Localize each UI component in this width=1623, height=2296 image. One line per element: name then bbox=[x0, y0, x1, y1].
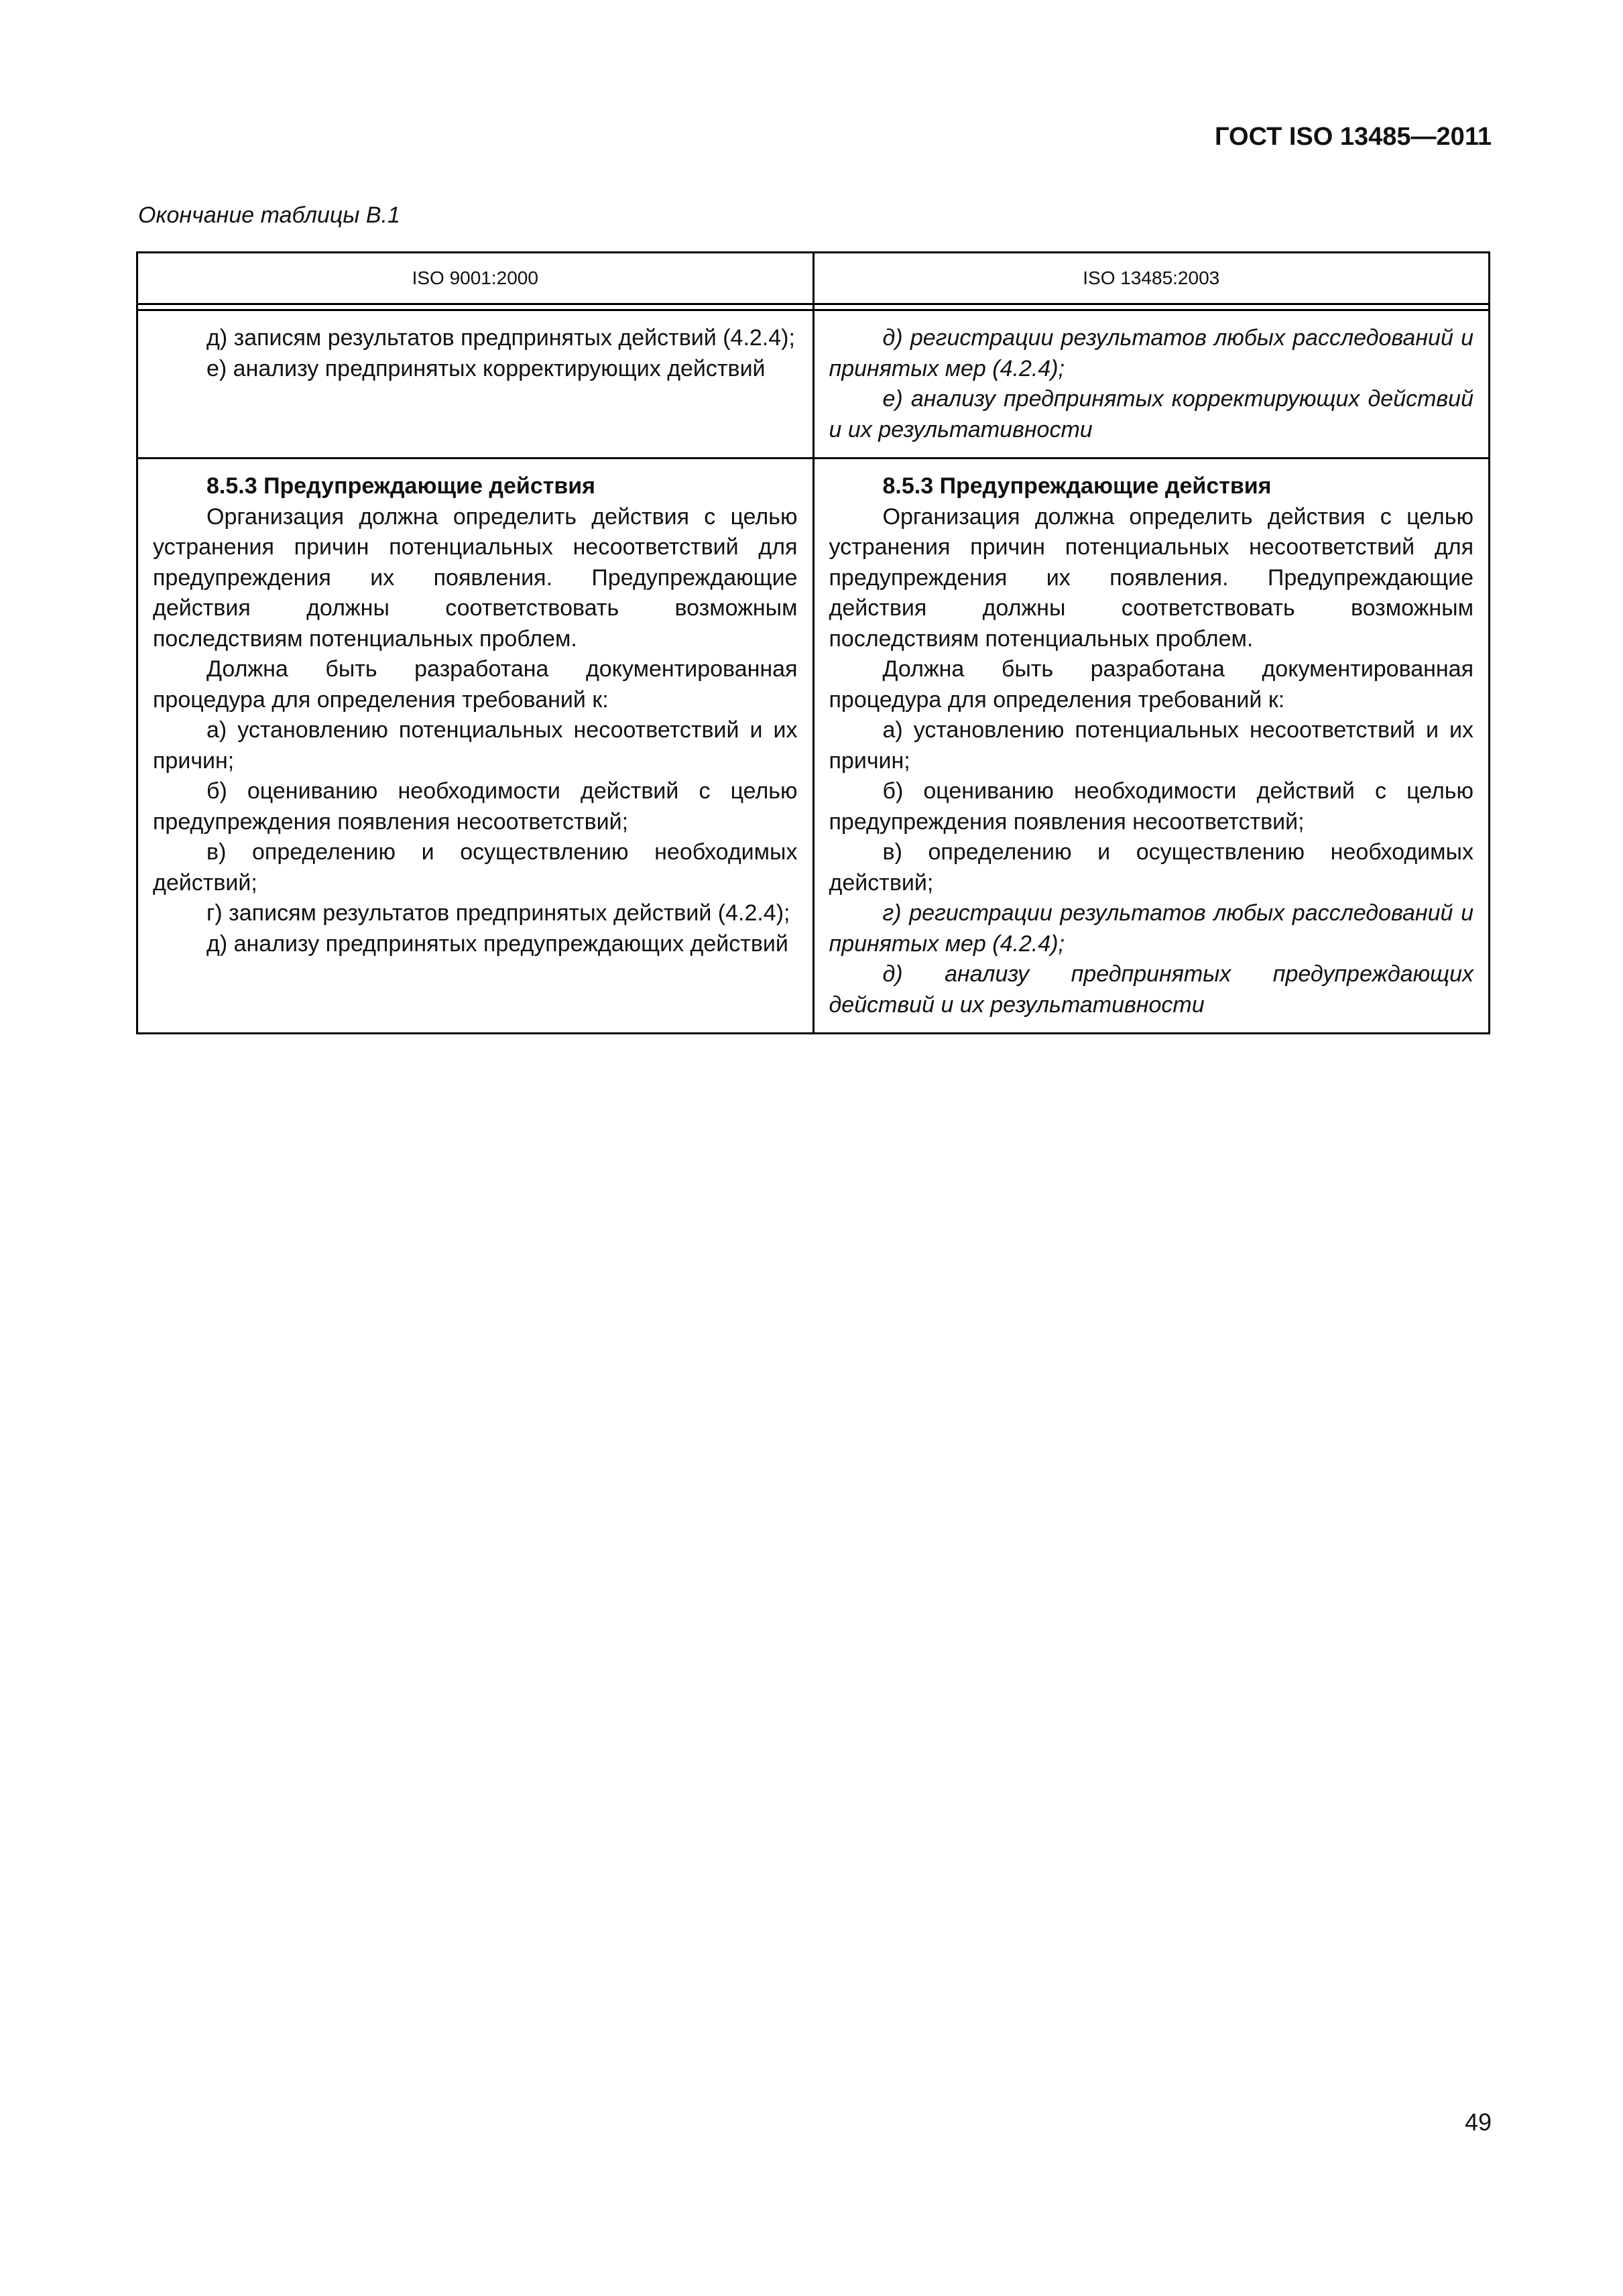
list-item: д) записям результатов предпринятых действий (4.2.4); bbox=[206, 325, 795, 351]
list-item: в) определению и осуществлению необходимых действий; bbox=[829, 839, 1474, 896]
table-cell-right bbox=[813, 459, 1490, 1034]
list-item: е) анализу предпринятых корректирующих действий и их результативности bbox=[829, 386, 1474, 442]
table-header-row bbox=[137, 253, 1490, 304]
list-item: д) анализу предпринятых предупреждающих действий и их результативности bbox=[829, 961, 1474, 1018]
paragraph: Организация должна определить действия с целью устранения причин потенциальных несоответствий для предупреждения их появления. Предупреждающие действия должны соответствовать возможным последствиям потенциальных проблем. bbox=[829, 503, 1474, 652]
document-id-header: ГОСТ ISO 13485—2011 bbox=[1215, 123, 1492, 151]
table-row bbox=[137, 459, 1490, 1034]
list-item: г) записям результатов предпринятых действий (4.2.4); bbox=[206, 900, 790, 926]
paragraph: Организация должна определить действия с целью устранения причин потенциальных несоответствий для предупреждения их появления. Предупреждающие действия должны соответствовать возможным последствиям потенциальных проблем. bbox=[153, 503, 798, 652]
list-item: е) анализу предпринятых корректирующих действий bbox=[206, 355, 766, 381]
list-item: д) регистрации результатов любых расследований и принятых мер (4.2.4); bbox=[829, 325, 1474, 381]
header-separator bbox=[137, 304, 1490, 310]
comparison-table bbox=[136, 251, 1490, 1034]
column-header-iso9001: ISO 9001:2000 bbox=[137, 253, 814, 304]
table-cell-left bbox=[137, 459, 814, 1034]
table-cell-right bbox=[813, 310, 1490, 459]
paragraph: Должна быть разработана документированная процедура для определения требований к: bbox=[153, 656, 798, 713]
list-item: б) оцениванию необходимости действий с целью предупреждения появления несоответствий; bbox=[153, 778, 798, 835]
list-item: д) анализу предпринятых предупреждающих действий bbox=[206, 930, 788, 957]
list-item: а) установлению потенциальных несоответствий и их причин; bbox=[829, 717, 1474, 774]
paragraph: Должна быть разработана документированная процедура для определения требований к: bbox=[829, 656, 1474, 713]
table-row bbox=[137, 310, 1490, 459]
table-caption: Окончание таблицы В.1 bbox=[138, 202, 400, 228]
section-heading: 8.5.3 Предупреждающие действия bbox=[206, 473, 596, 499]
page-number: 49 bbox=[1464, 2108, 1492, 2136]
section-heading: 8.5.3 Предупреждающие действия bbox=[882, 473, 1272, 499]
table-cell-left bbox=[137, 310, 814, 459]
column-header-iso13485: ISO 13485:2003 bbox=[813, 253, 1490, 304]
list-item: г) регистрации результатов любых расследований и принятых мер (4.2.4); bbox=[829, 900, 1474, 957]
list-item: в) определению и осуществлению необходимых действий; bbox=[153, 839, 798, 896]
list-item: б) оцениванию необходимости действий с целью предупреждения появления несоответствий; bbox=[829, 778, 1474, 835]
list-item: а) установлению потенциальных несоответствий и их причин; bbox=[153, 717, 798, 774]
